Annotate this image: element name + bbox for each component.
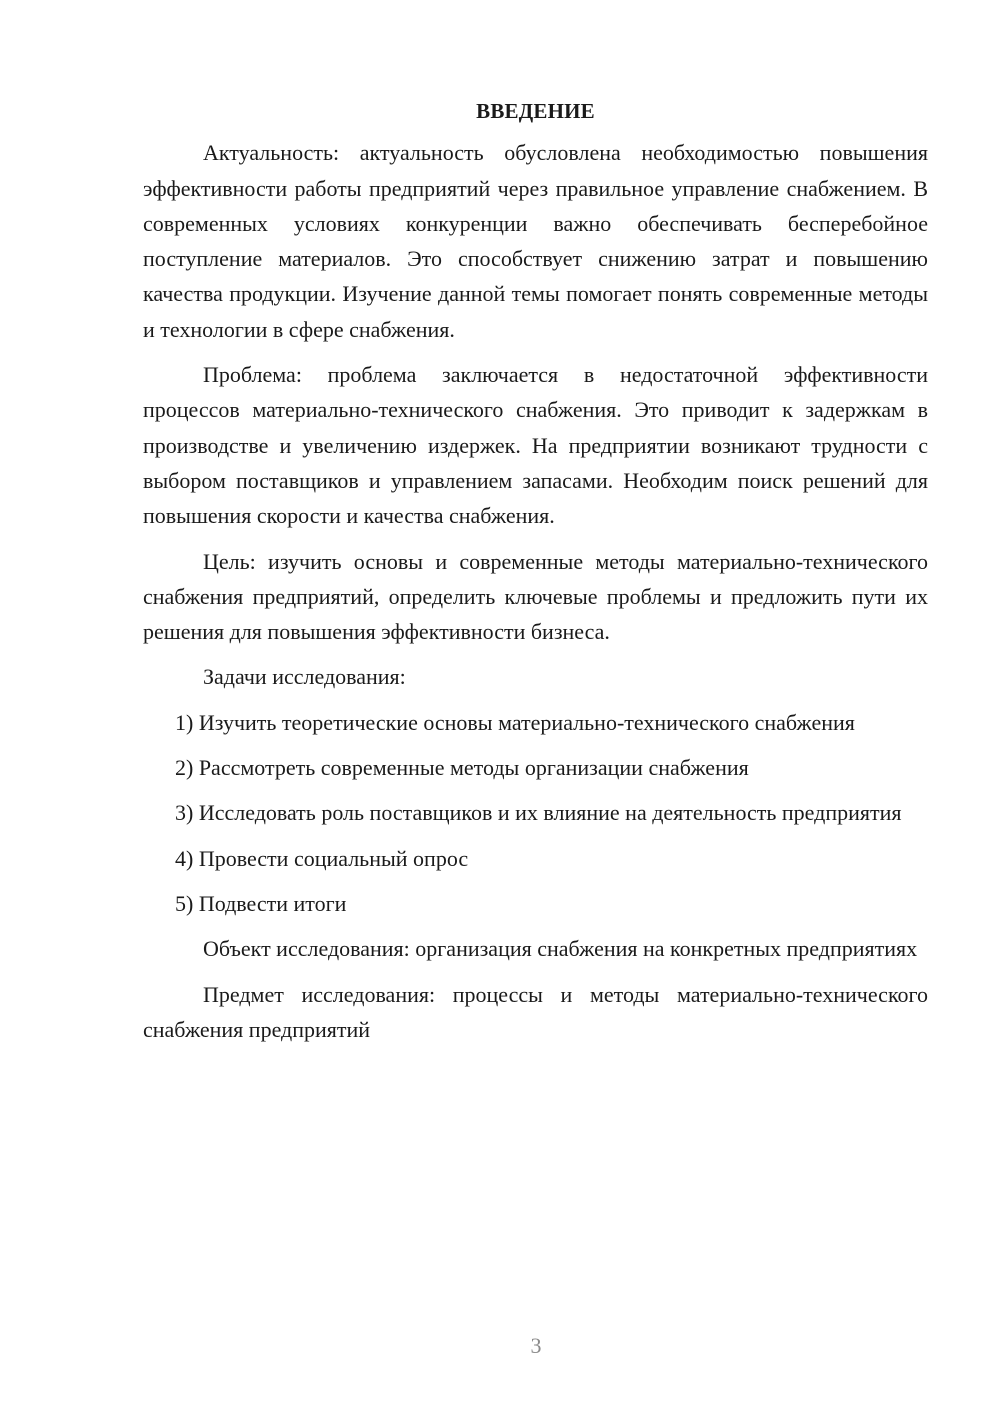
problem-paragraph: Проблема: проблема заключается в недостаточной эффективности процессов материально-технического снабжения. Это приводит к задержкам в производстве и увеличению издержек. На предприятии возникают трудности с выбором поставщиков и управлением запасами. Необходим поиск решений для повышения скорости и качества снабжения. (143, 362, 928, 529)
task-item: 2) Рассмотреть современные методы организации снабжения (175, 755, 749, 781)
research-object-paragraph: Объект исследования: организация снабжения на конкретных предприятиях (203, 936, 918, 962)
page-number: 3 (530, 1333, 542, 1358)
task-item: 1) Изучить теоретические основы материально-технического снабжения (175, 709, 855, 735)
task-item: 5) Подвести итоги (175, 890, 347, 916)
task-item: 4) Провести социальный опрос (175, 845, 469, 871)
section-title: ВВЕДЕНИЕ (476, 99, 595, 123)
tasks-heading: Задачи исследования: (203, 664, 406, 690)
relevance-paragraph: Актуальность: актуальность обусловлена необходимостью повышения эффективности работы предприятий через правильное управление снабжением. В современных условиях конкуренции важно обеспечивать бесперебойное поступление материалов. Это способствует снижению затрат и повышению качества продукции. Изучение данной темы помогает понять современные методы и технологии в сфере снабжения. (143, 140, 928, 342)
page-content (143, 94, 928, 1047)
goal-paragraph: Цель: изучить основы и современные методы материально-технического снабжения предприятий, определить ключевые проблемы и предложить пути их решения для повышения эффективности бизнеса. (143, 548, 928, 645)
research-subject-paragraph: Предмет исследования: процессы и методы материально-технического снабжения предприятий (143, 981, 928, 1042)
task-item: 3) Исследовать роль поставщиков и их влияние на деятельность предприятия (175, 800, 902, 826)
